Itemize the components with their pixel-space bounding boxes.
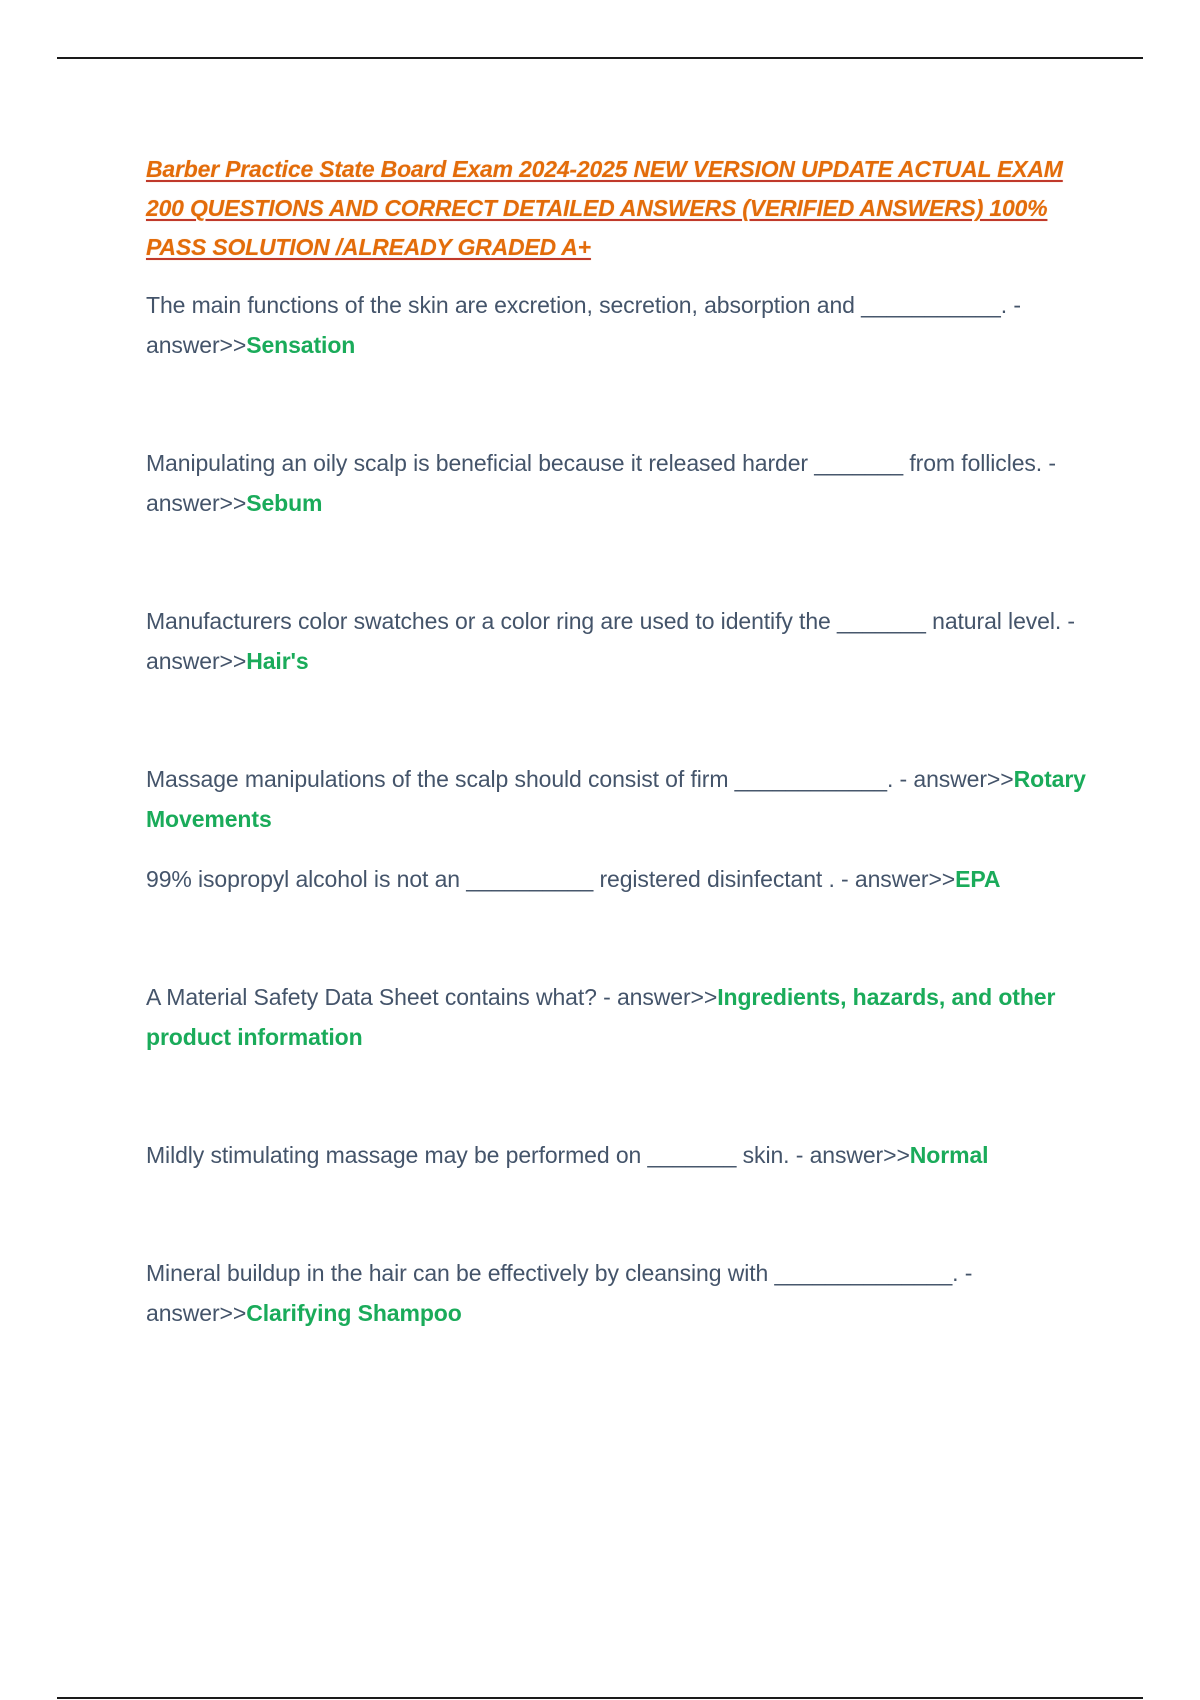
question-text: Massage manipulations of the scalp should consist of firm ____________. - answer>> <box>146 766 1014 792</box>
qa-item-4 <box>146 759 1086 839</box>
answer-text: Sebum <box>246 490 323 516</box>
answer-text: Ingredients, hazards, and other product information <box>146 984 1056 1050</box>
answer-text: Sensation <box>246 332 356 358</box>
qa-item-6 <box>146 977 1086 1057</box>
answer-text: Clarifying Shampoo <box>246 1300 462 1326</box>
page-bottom-rule <box>57 1697 1143 1699</box>
question-text: The main functions of the skin are excretion, secretion, absorption and ___________. - answer>> <box>146 292 1021 358</box>
question-text: Mineral buildup in the hair can be effectively by cleansing with ______________. - answer>> <box>146 1260 973 1326</box>
question-text: Manufacturers color swatches or a color ring are used to identify the _______ natural level. - answer>> <box>146 608 1075 674</box>
qa-item-3 <box>146 601 1086 681</box>
question-text: Manipulating an oily scalp is beneficial because it released harder _______ from follicles. - answer>> <box>146 450 1056 516</box>
question-text: Mildly stimulating massage may be performed on _______ skin. - answer>> <box>146 1142 910 1168</box>
question-text: 99% isopropyl alcohol is not an __________ registered disinfectant . - answer>> <box>146 866 956 892</box>
answer-text: Hair's <box>246 648 309 674</box>
qa-item-8 <box>146 1253 1086 1333</box>
document-title: Barber Practice State Board Exam 2024-2025 NEW VERSION UPDATE ACTUAL EXAM 200 QUESTIONS AND CORRECT DETAILED ANSWERS (VERIFIED ANSWERS) 100% PASS SOLUTION /ALREADY GRADED A+ <box>146 156 1063 260</box>
qa-item-7 <box>146 1135 1086 1175</box>
question-text: A Material Safety Data Sheet contains what? - answer>> <box>146 984 718 1010</box>
qa-item-2 <box>146 443 1086 523</box>
answer-text: EPA <box>955 866 1001 892</box>
answer-text: Rotary Movements <box>146 766 1086 832</box>
qa-item-1 <box>146 285 1086 365</box>
qa-item-5 <box>146 859 1086 899</box>
answer-text: Normal <box>909 1142 989 1168</box>
document-body <box>146 150 1086 1333</box>
page-top-rule <box>57 57 1143 59</box>
